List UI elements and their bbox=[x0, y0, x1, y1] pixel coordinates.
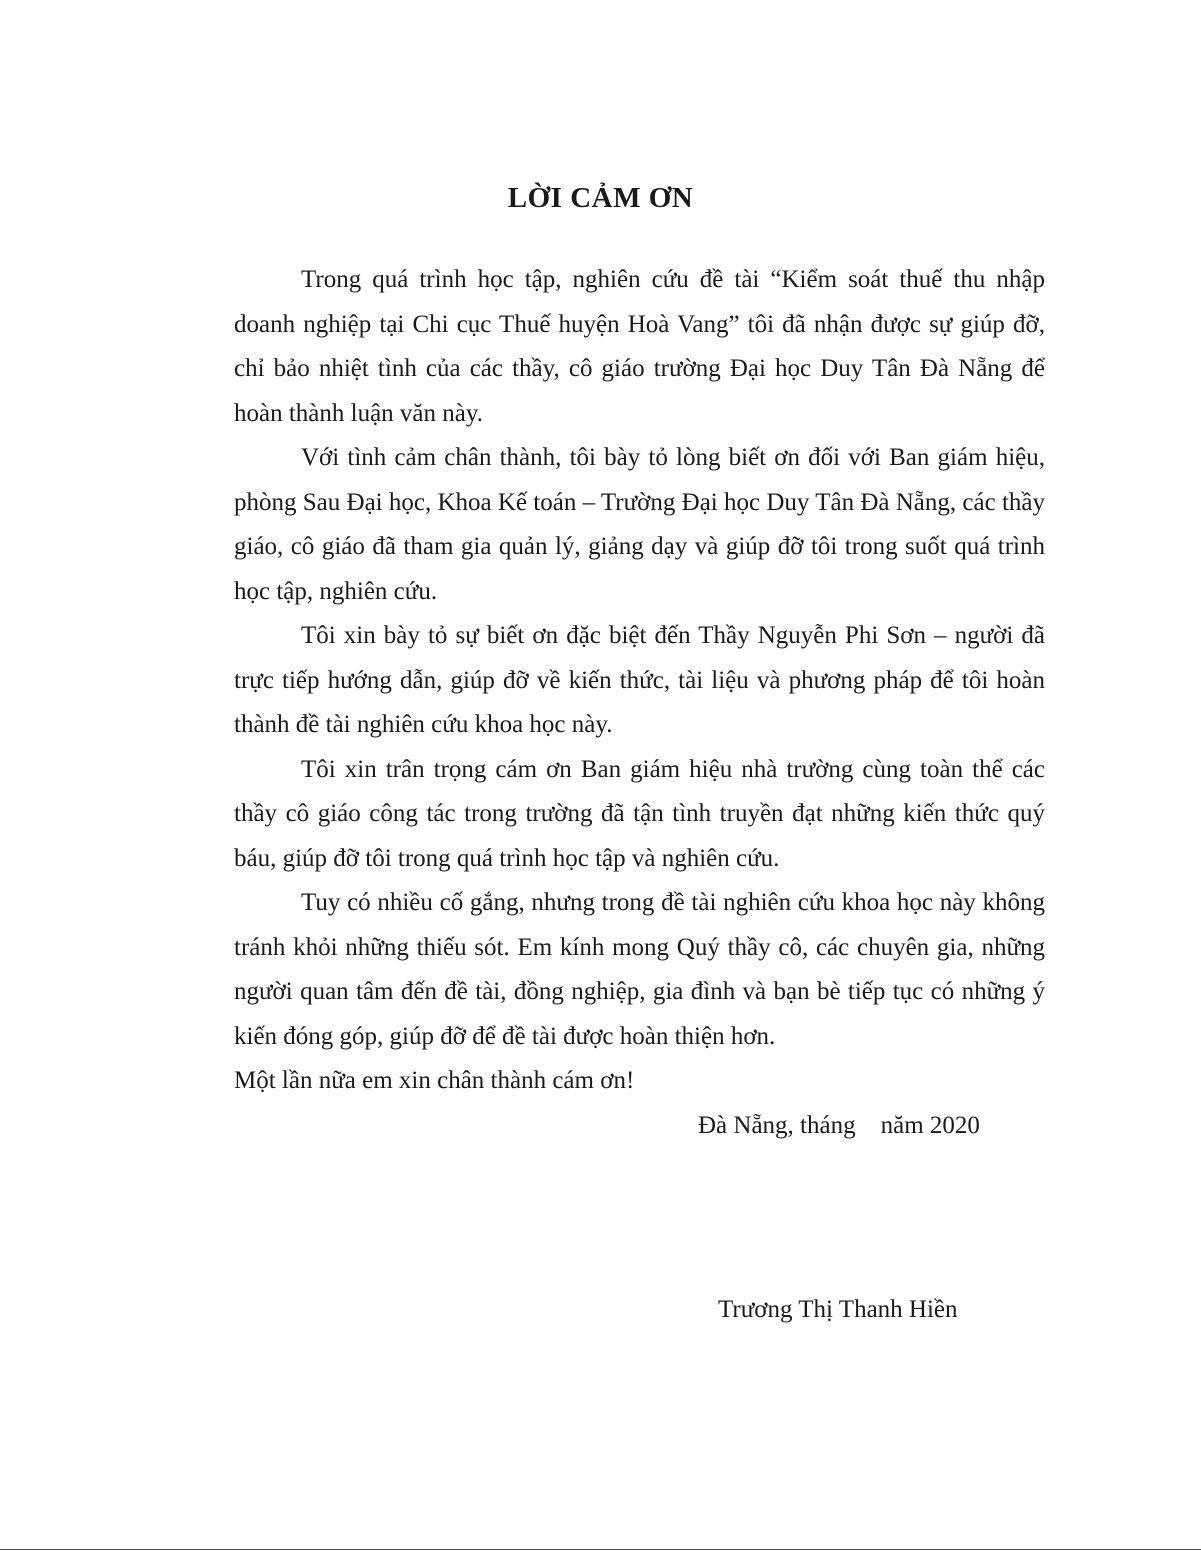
paragraph-5: Tuy có nhiều cố gắng, nhưng trong đề tài nghiên cứu khoa học này không tránh khỏi những thiếu sót. Em kính mong Quý thầy cô, các chuyên gia, những người quan tâm đến đề tài, đồng nghiệp, gia đình và bạn bè tiếp tục có những ý kiến đóng góp, giúp đỡ để đề tài được hoàn thiện hơn. bbox=[234, 889, 1045, 1050]
paragraph-2: Với tình cảm chân thành, tôi bày tỏ lòng biết ơn đối với Ban giám hiệu, phòng Sau Đại học, Khoa Kế toán – Trường Đại học Duy Tân Đà Nẵng, các thầy giáo, cô giáo đã tham gia quản lý, giảng dạy và giúp đỡ tôi trong suốt quá trình học tập, nghiên cứu. bbox=[234, 444, 1045, 605]
signer-name: Trương Thị Thanh Hiền bbox=[718, 1296, 958, 1323]
date-line: Đà Nẵng, tháng năm 2020 bbox=[698, 1112, 980, 1139]
paragraph-3: Tôi xin bày tỏ sự biết ơn đặc biệt đến Thầy Nguyễn Phi Sơn – người đã trực tiếp hướng dẫn, giúp đỡ về kiến thức, tài liệu và phương pháp để tôi hoàn thành đề tài nghiên cứu khoa học này. bbox=[234, 622, 1045, 738]
paragraph-4: Tôi xin trân trọng cám ơn Ban giám hiệu nhà trường cùng toàn thể các thầy cô giáo công tác trong trường đã tận tình truyền đạt những kiến thức quý báu, giúp đỡ tôi trong quá trình học tập và nghiên cứu. bbox=[234, 755, 1045, 872]
paragraph-1: Trong quá trình học tập, nghiên cứu đề tài “Kiểm soát thuế thu nhập doanh nghiệp tại Chi cục Thuế huyện Hoà Vang” tôi đã nhận được sự giúp đỡ, chỉ bảo nhiệt tình của các thầy, cô giáo trường Đại học Duy Tân Đà Nẵng để hoàn thành luận văn này. bbox=[234, 266, 1045, 427]
closing-line: Một lần nữa em xin chân thành cám ơn! bbox=[234, 1067, 635, 1094]
page-title: LỜI CẢM ƠN bbox=[507, 182, 694, 214]
document-body bbox=[234, 258, 1045, 1104]
bottom-divider bbox=[0, 1549, 1201, 1550]
